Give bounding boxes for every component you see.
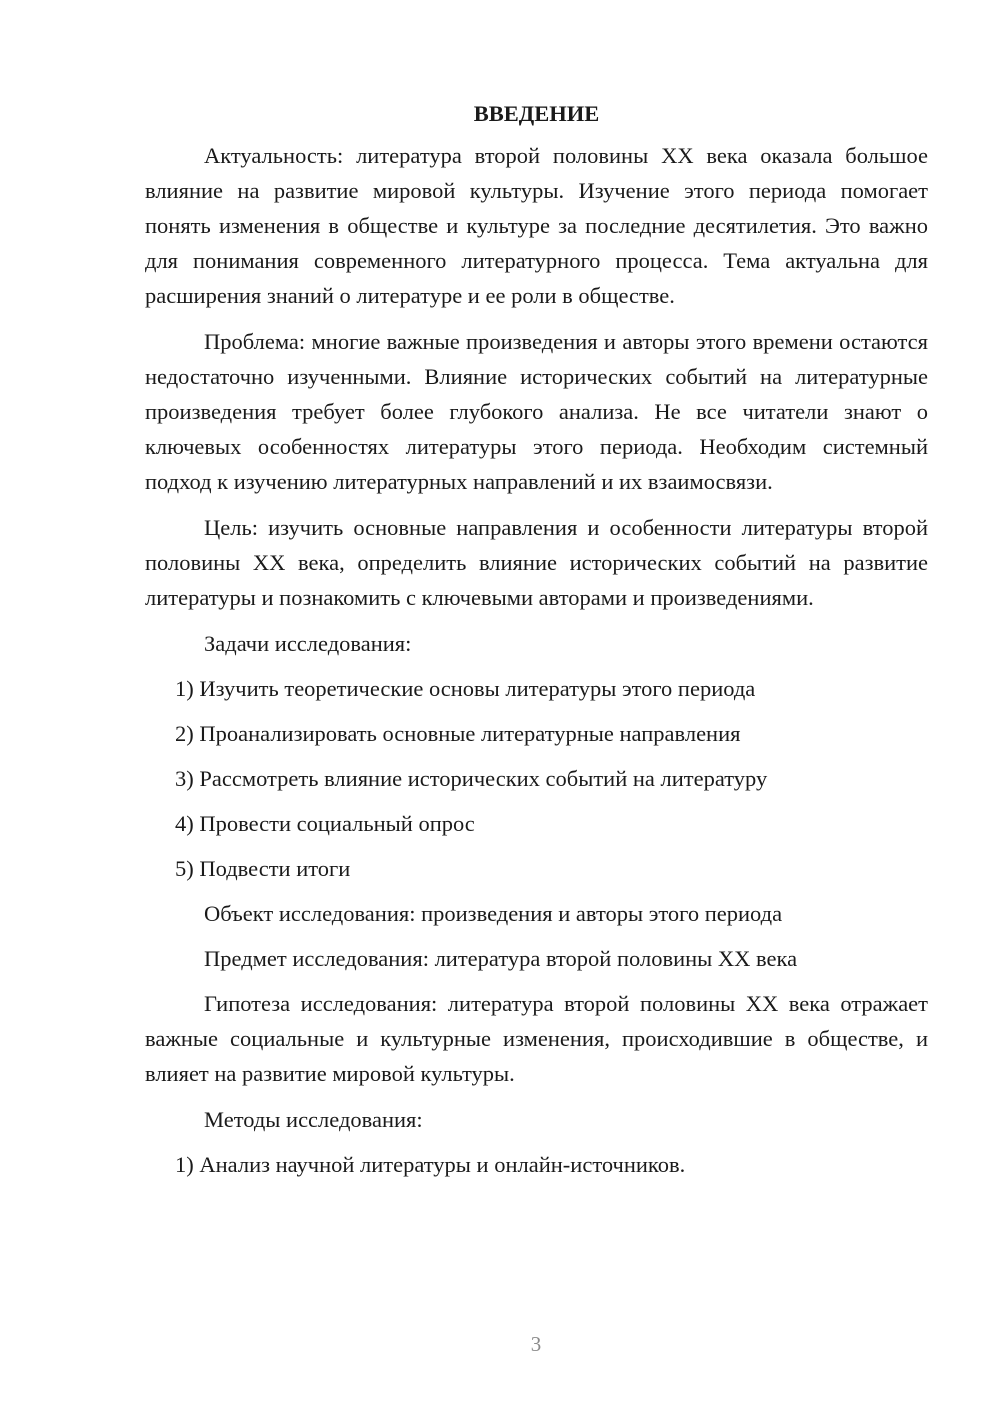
goal-paragraph: Цель: изучить основные направления и особенности литературы второй половины XX века, определить влияние исторических событий на развитие литературы и познакомить с ключевыми авторами и произведениями. (145, 515, 928, 610)
relevance-paragraph: Актуальность: литература второй половины XX века оказала большое влияние на развитие мировой культуры. Изучение этого периода помогает понять изменения в обществе и культуре за последние десятилетия. Это важно для понимания современного литературного процесса. Тема актуальна для расширения знаний о литературе и ее роли в обществе. (145, 143, 928, 308)
task-item: 1) Изучить теоретические основы литературы этого периода (175, 676, 756, 701)
section-title: ВВЕДЕНИЕ (473, 101, 600, 126)
task-item: 3) Рассмотреть влияние исторических событий на литературу (175, 766, 768, 791)
method-item: 1) Анализ научной литературы и онлайн-источников. (175, 1152, 686, 1177)
tasks-list (145, 671, 928, 886)
task-item: 2) Проанализировать основные литературные направления (175, 721, 741, 746)
research-object: Объект исследования: произведения и авторы этого периода (204, 901, 783, 926)
problem-paragraph: Проблема: многие важные произведения и авторы этого времени остаются недостаточно изученными. Влияние исторических событий на литературные произведения требует более глубокого анализа. Не все читатели знают о ключевых особенностях литературы этого периода. Необходим системный подход к изучению литературных направлений и их взаимосвязи. (145, 329, 928, 494)
methods-heading: Методы исследования: (204, 1107, 423, 1132)
page-number: 3 (530, 1332, 542, 1356)
methods-list (145, 1147, 928, 1182)
page-content (145, 96, 928, 1192)
research-subject: Предмет исследования: литература второй половины XX века (204, 946, 798, 971)
tasks-heading: Задачи исследования: (204, 631, 412, 656)
hypothesis-paragraph: Гипотеза исследования: литература второй половины XX века отражает важные социальные и культурные изменения, происходившие в обществе, и влияет на развитие мировой культуры. (145, 991, 928, 1086)
task-item: 4) Провести социальный опрос (175, 811, 475, 836)
task-item: 5) Подвести итоги (175, 856, 351, 881)
